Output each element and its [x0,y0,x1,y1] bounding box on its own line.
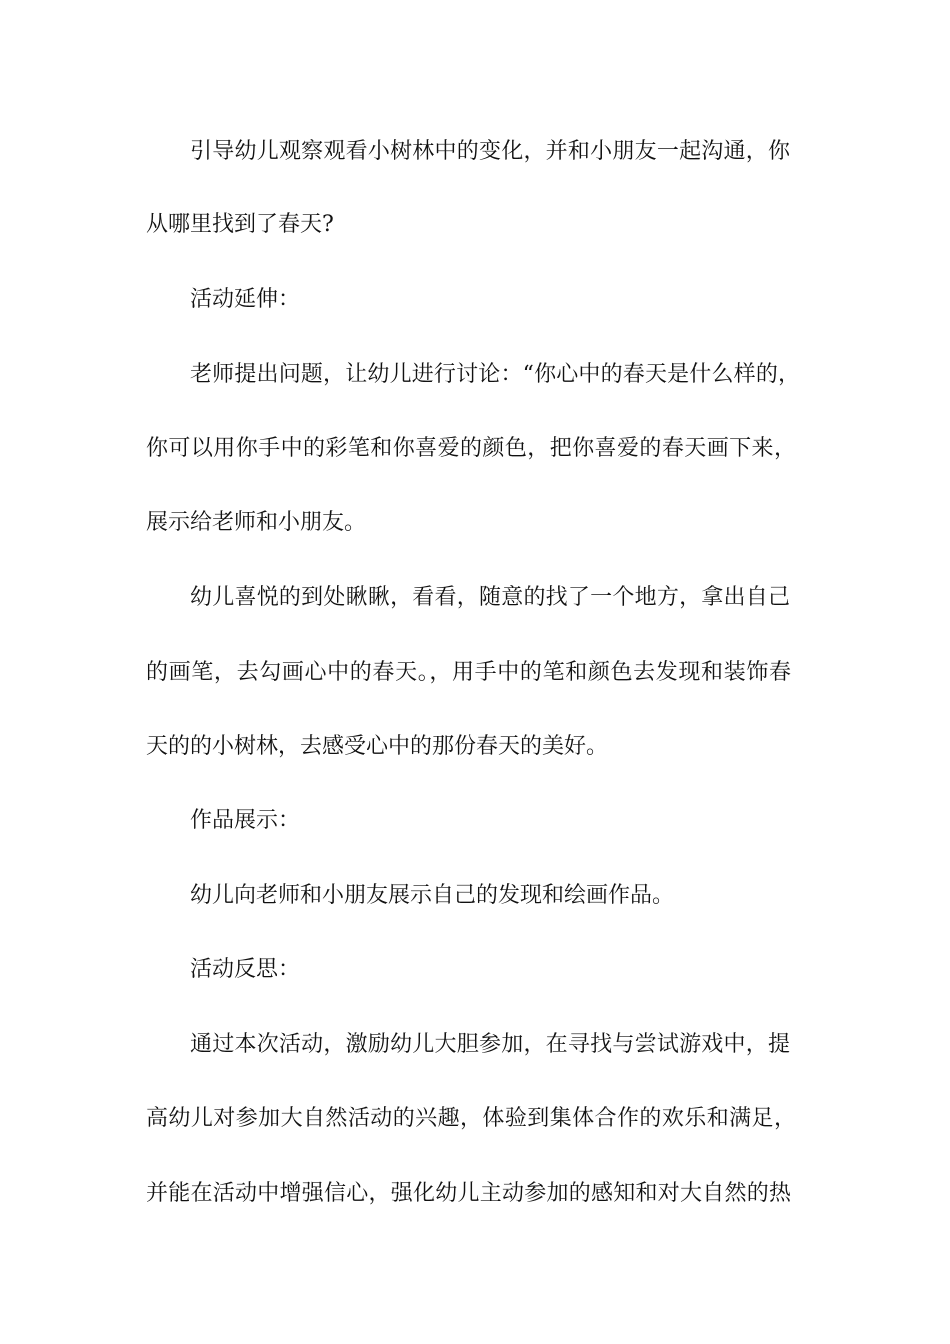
paragraph-line: 引导幼儿观察观看小树林中的变化，并和小朋友一起沟通，你 [190,139,790,164]
section-heading: 活动延伸： [190,287,301,312]
paragraph-line: 天的的小树林，去感受心中的那份春天的美好。 [146,734,609,759]
paragraph-line: 的画笔，去勾画心中的春天。，用手中的笔和颜色去发现和装饰春 [146,660,791,685]
paragraph-line: 幼儿喜悦的到处瞅瞅，看看，随意的找了一个地方，拿出自己 [190,585,790,610]
section-heading: 活动反思： [190,957,301,982]
paragraph-line: 展示给老师和小朋友。 [146,510,367,535]
paragraph-line: 老师提出问题，让幼儿进行讨论：“你心中的春天是什么样的， [190,362,800,387]
paragraph-line: 从哪里找到了春天? [146,212,334,237]
paragraph-line: 你可以用你手中的彩笔和你喜爱的颜色，把你喜爱的春天画下来， [146,436,796,461]
paragraph-line: 高幼儿对参加大自然活动的兴趣，体验到集体合作的欢乐和满足， [146,1106,796,1131]
section-heading: 作品展示： [190,808,301,833]
paragraph-line: 通过本次活动，激励幼儿大胆参加，在寻找与尝试游戏中，提 [190,1032,790,1057]
paragraph-line: 并能在活动中增强信心，强化幼儿主动参加的感知和对大自然的热 [146,1181,791,1206]
paragraph-line: 幼儿向老师和小朋友展示自己的发现和绘画作品。 [190,883,675,908]
